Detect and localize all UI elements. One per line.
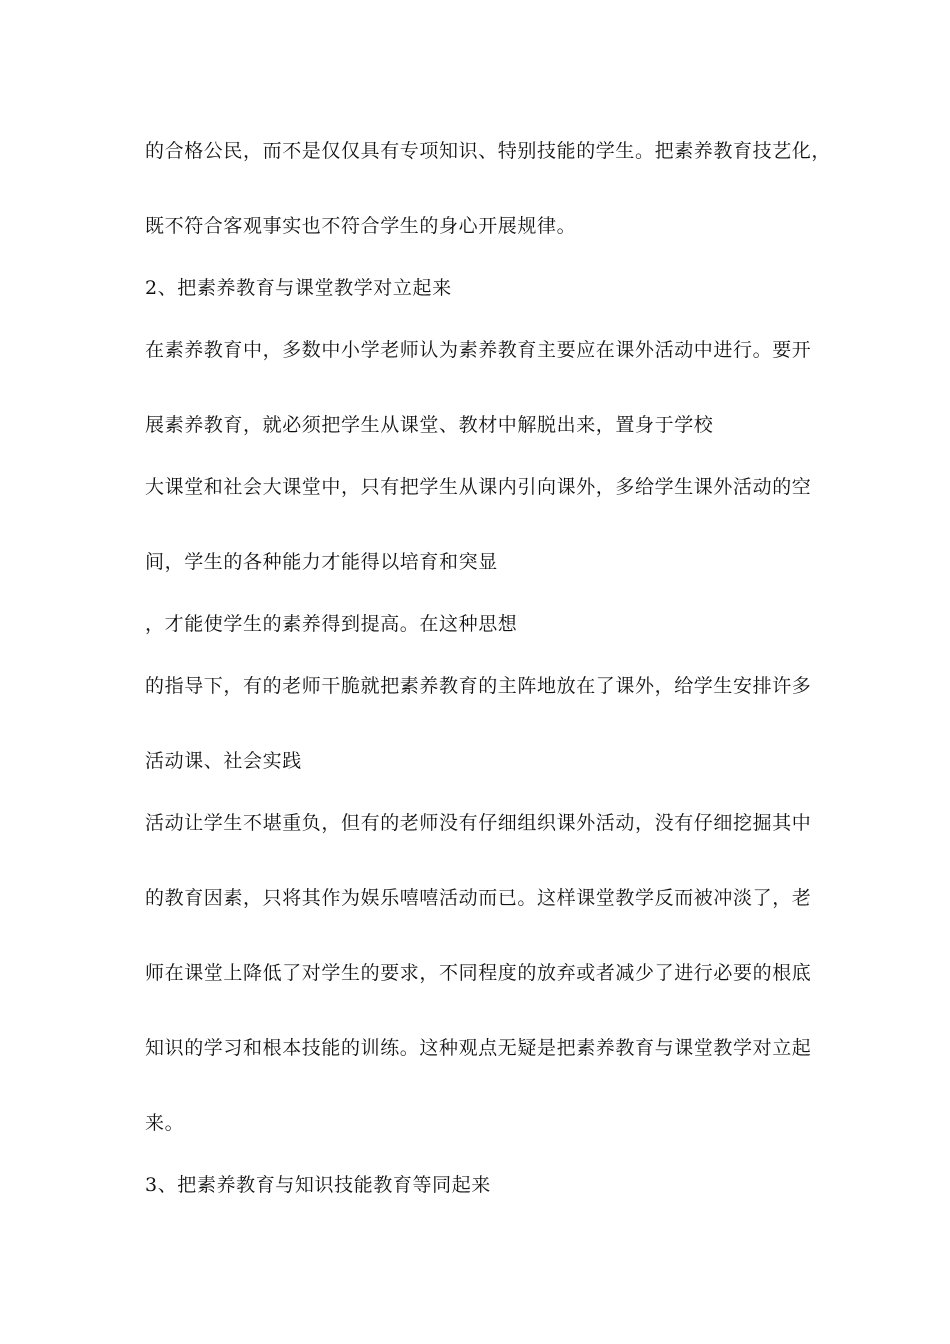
paragraph-line: 的合格公民，而不是仅仅具有专项知识、特别技能的学生。把素养教育技艺化， <box>145 140 832 162</box>
paragraph-line: 既不符合客观事实也不符合学生的身心开展规律。 <box>145 215 577 237</box>
paragraph-line: 知识的学习和根本技能的训练。这种观点无疑是把素养教育与课堂教学对立起 <box>145 1037 812 1059</box>
paragraph-line: 活动课、社会实践 <box>145 750 302 772</box>
paragraph-line: 展素养教育，就必须把学生从课堂、教材中解脱出来，置身于学校 <box>145 414 714 436</box>
section-heading: 3、把素养教育与知识技能教育等同起来 <box>145 1174 491 1196</box>
section-heading: 2、把素养教育与课堂教学对立起来 <box>145 277 452 299</box>
paragraph-line: 间，学生的各种能力才能得以培育和突显 <box>145 551 498 573</box>
paragraph-line: 来。 <box>145 1112 185 1134</box>
paragraph-line: 活动让学生不堪重负，但有的老师没有仔细组织课外活动，没有仔细挖掘其中 <box>145 812 812 834</box>
paragraph-line: ，才能使学生的素养得到提高。在这种思想 <box>145 613 518 635</box>
paragraph-line: 的指导下，有的老师干脆就把素养教育的主阵地放在了课外，给学生安排许多 <box>145 675 812 697</box>
paragraph-line: 的教育因素，只将其作为娱乐嘻嘻活动而已。这样课堂教学反而被冲淡了，老 <box>145 887 812 909</box>
paragraph-line: 师在课堂上降低了对学生的要求，不同程度的放弃或者减少了进行必要的根底 <box>145 962 812 984</box>
paragraph-line: 在素养教育中，多数中小学老师认为素养教育主要应在课外活动中进行。要开 <box>145 339 812 361</box>
paragraph-line: 大课堂和社会大课堂中，只有把学生从课内引向课外，多给学生课外活动的空 <box>145 476 812 498</box>
